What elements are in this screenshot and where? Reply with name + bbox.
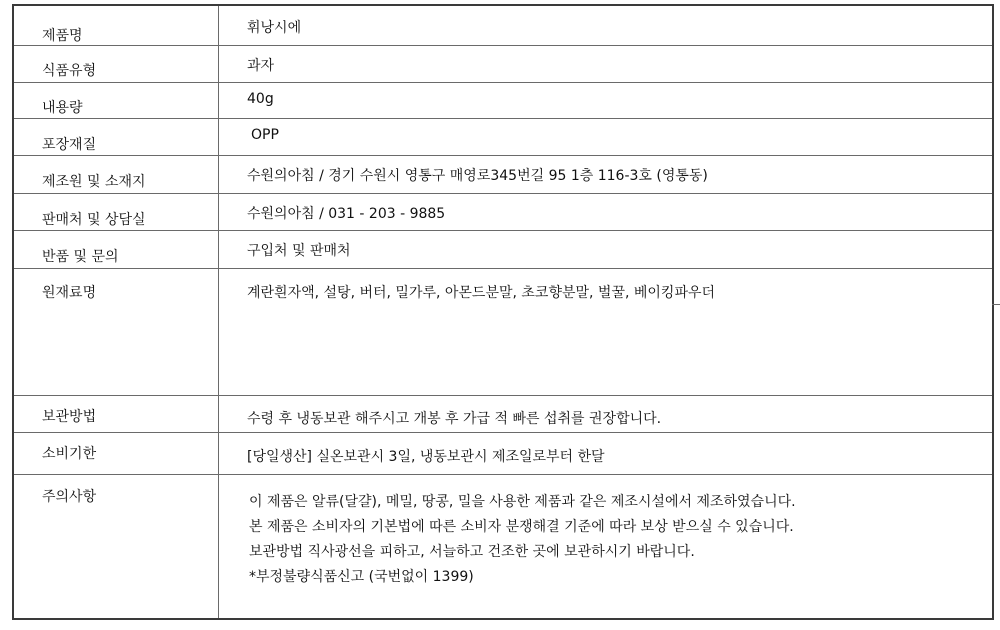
row-value: 구입처 및 판매처 [247,243,351,259]
row-label: 주의사항 [42,489,97,505]
row-label-cell [14,119,219,155]
table-row-packaging [14,119,992,156]
table-row-content-volume [14,83,992,119]
row-label-cell [14,396,219,432]
row-value: 과자 [247,58,275,74]
row-value-cell [219,269,992,395]
row-value-cell [219,6,992,45]
row-label: 반품 및 문의 [42,249,119,265]
row-value: 계란흰자액, 설탕, 버터, 밀가루, 아몬드분말, 초코향분말, 벌꿀, 베이킹파우더 [247,285,716,301]
row-label: 내용량 [42,100,83,116]
row-value-cell [219,119,992,155]
row-value-cell [219,475,992,618]
row-value-cell [219,396,992,432]
row-label-cell [14,269,219,395]
row-label-cell [14,46,219,82]
row-label-cell [14,433,219,474]
caution-line: 이 제품은 알류(달걀), 메밀, 땅콩, 밀을 사용한 제품과 같은 제조시설에서 제조하였습니다. [249,494,796,510]
row-value: 40g [247,91,274,107]
row-label-cell [14,156,219,193]
table-row-returns [14,231,992,269]
table-row-storage [14,396,992,433]
row-label: 원재료명 [42,285,97,301]
row-value: 수원의아침 / 031 - 203 - 9885 [247,206,446,222]
caution-line: 보관방법 직사광선을 피하고, 서늘하고 건조한 곳에 보관하시기 바랍니다. [249,544,695,560]
row-label: 포장재질 [42,137,97,153]
caution-line: 본 제품은 소비자의 기본법에 따른 소비자 분쟁해결 기준에 따라 보상 받으실 수 있습니다. [249,519,794,535]
table-line-stub [992,304,1000,305]
row-label: 제품명 [42,28,83,44]
row-value: [당일생산] 실온보관시 3일, 냉동보관시 제조일로부터 한달 [247,449,605,465]
table-row-cautions [14,475,992,618]
row-value-cell [219,433,992,474]
row-label: 소비기한 [42,446,97,462]
row-value: OPP [251,127,279,143]
table-row-manufacturer [14,156,992,194]
row-value-cell [219,231,992,268]
row-label-cell [14,83,219,118]
row-value-cell [219,194,992,230]
table-row-product-name [14,6,992,46]
table-row-ingredients [14,269,992,396]
table-row-expiry [14,433,992,475]
row-value: 수령 후 냉동보관 해주시고 개봉 후 가급 적 빠른 섭취를 권장합니다. [247,411,662,427]
table-row-food-type [14,46,992,83]
row-label: 보관방법 [42,409,97,425]
row-value-cell [219,46,992,82]
caution-lines [249,490,796,590]
row-value: 휘낭시에 [247,20,302,36]
row-value-cell [219,83,992,118]
row-label: 판매처 및 상담실 [42,212,146,228]
row-label-cell [14,475,219,618]
row-value: 수원의아침 / 경기 수원시 영통구 매영로345번길 95 1층 116-3호 (영통동) [247,168,708,184]
caution-line: *부정불량식품신고 (국번없이 1399) [249,569,474,585]
row-label-cell [14,6,219,45]
row-label: 식품유형 [42,63,97,79]
table-row-seller [14,194,992,231]
product-info-table [12,4,994,620]
row-label-cell [14,231,219,268]
row-label: 제조원 및 소재지 [42,174,146,190]
row-value-cell [219,156,992,193]
row-label-cell [14,194,219,230]
